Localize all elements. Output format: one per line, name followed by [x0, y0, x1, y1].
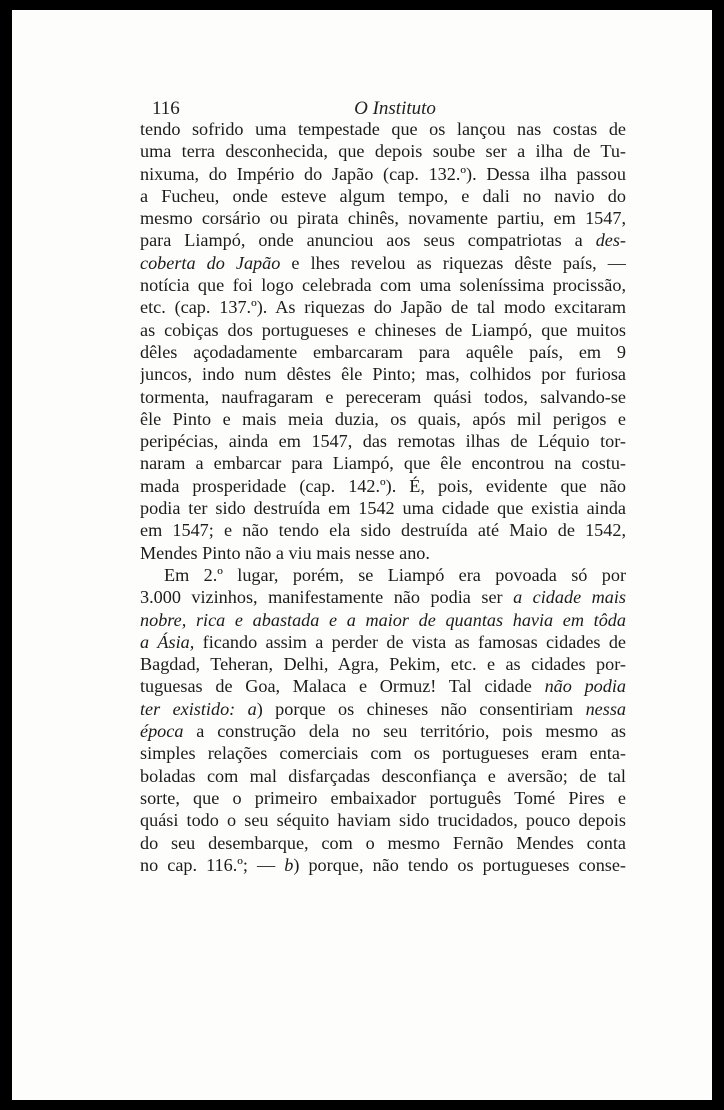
- text-line: no cap. 116.º; — b) porque, não tendo os portugueses conse-: [140, 854, 626, 875]
- text-line: sorte, que o primeiro embaixador português Tomé Pires e: [140, 787, 626, 808]
- page-number: 116: [152, 98, 180, 119]
- text-line: tormenta, naufragaram e pereceram quási todos, salvando-se: [140, 386, 626, 407]
- running-title: O Instituto: [354, 98, 436, 119]
- body-text: [140, 118, 626, 876]
- text-line: a Fucheu, onde esteve algum tempo, e dali no navio do: [140, 185, 626, 206]
- text-line: do seu desembarque, com o mesmo Fernão Mendes conta: [140, 832, 626, 853]
- text-line: nobre, rica e abastada e a maior de quantas havia em tôda: [140, 609, 626, 630]
- text-line: a Ásia, ficando assim a perder de vista as famosas cidades de: [140, 631, 626, 652]
- page-header: [152, 90, 638, 120]
- text-line: mesmo corsário ou pirata chinês, novamente partiu, em 1547,: [140, 208, 626, 229]
- text-line: dêles açodadamente embarcaram para aquêle país, em 9: [140, 341, 626, 362]
- text-line: em 1547; e não tendo ela sido destruída até Maio de 1542,: [140, 520, 626, 541]
- text-line: para Liampó, onde anunciou aos seus compatriotas a des-: [140, 230, 626, 251]
- text-line: nixuma, do Império do Japão (cap. 132.º). Dessa ilha passou: [140, 163, 626, 184]
- text-line: notícia que foi logo celebrada com uma soleníssima procissão,: [140, 275, 626, 296]
- text-line: peripécias, ainda em 1547, das remotas ilhas de Léquio tor-: [140, 431, 626, 452]
- text-line: quási todo o seu séquito haviam sido trucidados, pouco depois: [140, 810, 626, 831]
- text-line: tuguesas de Goa, Malaca e Ormuz! Tal cidade não podia: [140, 676, 626, 697]
- text-line: naram a embarcar para Liampó, que êle encontrou na costu-: [140, 453, 626, 474]
- text-line: tendo sofrido uma tempestade que os lançou nas costas de: [140, 119, 626, 139]
- text-line: Em 2.º lugar, porém, se Liampó era povoada só por: [164, 564, 626, 585]
- text-line: Bagdad, Teheran, Delhi, Agra, Pekim, etc. e as cidades por-: [140, 654, 626, 675]
- text-line: 3.000 vizinhos, manifestamente não podia ser a cidade mais: [140, 587, 626, 608]
- text-line: etc. (cap. 137.º). As riquezas do Japão de tal modo excitaram: [140, 297, 626, 318]
- text-line: podia ter sido destruída em 1542 uma cidade que existia ainda: [140, 498, 626, 519]
- text-line: coberta do Japão e lhes revelou as riquezas dêste país, —: [140, 252, 626, 273]
- text-line: êle Pinto e mais meia duzia, os quais, após mil perigos e: [140, 408, 626, 429]
- text-line: ter existido: a) porque os chineses não consentiriam nessa: [140, 698, 626, 719]
- text-line: mada prosperidade (cap. 142.º). É, pois, evidente que não: [140, 475, 626, 496]
- text-line: boladas com mal disfarçadas desconfiança e aversão; de tal: [140, 765, 626, 786]
- text-line: juncos, indo num dêstes êle Pinto; mas, colhidos por furiosa: [140, 364, 626, 385]
- text-line: as cobiças dos portugueses e chineses de Liampó, que muitos: [140, 319, 626, 340]
- text-line: uma terra desconhecida, que depois soube ser a ilha de Tu-: [140, 141, 626, 162]
- text-line: Mendes Pinto não a viu mais nesse ano.: [140, 542, 430, 563]
- text-line: simples relações comerciais com os portugueses eram enta-: [140, 743, 626, 764]
- text-line: época a construção dela no seu território, pois mesmo as: [140, 721, 626, 742]
